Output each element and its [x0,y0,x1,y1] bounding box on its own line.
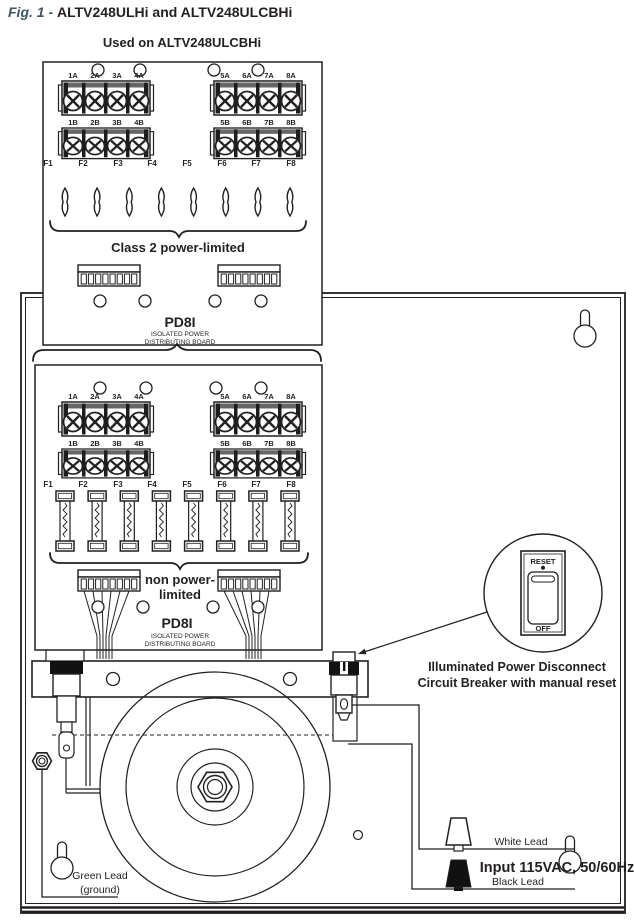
terminal-label: 1B [68,439,78,448]
board-subtitle-1: ISOLATED POWER [150,633,210,640]
fuse-label: F3 [113,480,123,489]
terminal-block-a-left [59,402,154,436]
terminal-label: 3B [112,439,122,448]
terminal-block-b-right [211,449,306,478]
terminal-label: 8A [286,392,296,401]
output-connector-right [218,265,280,286]
terminal-label: 6B [242,439,252,448]
terminal-label: 2A [90,392,100,401]
terminal-block-b-left [59,128,154,159]
breaker-caption-1: Illuminated Power Disconnect [428,660,606,674]
chassis-hole [354,831,363,840]
terminal-label: 4B [134,439,144,448]
black-wire-nut [446,860,471,891]
terminal-label: 7B [264,439,274,448]
terminal-label: 5B [220,118,230,127]
terminal-label: 3A [112,71,122,80]
fuse-label: F3 [113,159,123,168]
fuse-label: F2 [78,159,88,168]
fuse-label: F6 [217,159,227,168]
green-lead-label: Green Lead [72,870,128,882]
terminal-label: 8B [286,118,296,127]
off-label: OFF [535,624,551,633]
terminal-label: 5B [220,439,230,448]
figure-header [8,4,292,50]
output-connector-left [78,265,140,286]
pd8i-board-bottom [35,365,322,659]
terminal-label: 2B [90,118,100,127]
board-subtitle-1: ISOLATED POWER [150,331,210,338]
transformer-center-nut [198,772,232,801]
terminal-label: 8B [286,439,296,448]
ground-stud [33,753,52,769]
board-name: PD8I [161,615,193,631]
figure-subtitle: Used on ALTV248ULCBHi [102,35,262,50]
terminal-block-b-right [211,128,306,159]
fuse-label: F4 [147,159,157,168]
terminal-label: 1B [68,118,78,127]
terminal-label: 2A [90,71,100,80]
fuse-label: F1 [43,480,53,489]
indicator-dot [541,566,545,570]
fuse-label: F4 [147,480,157,489]
reset-label: RESET [530,557,556,566]
terminal-label: 6A [242,71,252,80]
terminal-label: 2B [90,439,100,448]
output-connector-right [218,570,280,591]
pd8i-board-top [43,62,322,346]
green-lead-label-2: (ground) [80,884,120,896]
fuse-label: F8 [286,480,296,489]
terminal-label: 7A [264,71,274,80]
toroidal-transformer [100,672,330,902]
terminal-block-b-left [59,449,154,478]
nonpower-label-2: limited [159,587,201,602]
figure-number: Fig. 1 - [8,4,54,20]
fuse-label: F2 [78,480,88,489]
fuse-label: F8 [286,159,296,168]
input-voltage-label: Input 115VAC, 50/60Hz [479,860,634,876]
terminal-label: 5A [220,71,230,80]
fuse-label: F5 [182,480,192,489]
terminal-label: 5A [220,392,230,401]
terminal-label: 8A [286,71,296,80]
terminal-label: 1A [68,392,78,401]
terminal-label: 3B [112,118,122,127]
terminal-label: 6A [242,392,252,401]
terminal-label: 1A [68,71,78,80]
terminal-label: 7A [264,392,274,401]
white-lead-label: White Lead [494,836,548,848]
terminal-label: 4B [134,118,144,127]
terminal-label: 4A [134,71,144,80]
breaker-caption-2: Circuit Breaker with manual reset [417,676,617,690]
terminal-block-a-right [211,402,306,436]
reset-switch [521,551,565,635]
terminal-label: 6B [242,118,252,127]
terminal-block-a-left [59,81,154,115]
terminal-block-a-right [211,81,306,115]
fuse-label: F7 [251,480,261,489]
fuse-label: F5 [182,159,192,168]
fuse-label: F6 [217,480,227,489]
board-subtitle-2: DISTRIBUTING BOARD [144,339,216,346]
black-lead-label: Black Lead [492,876,544,888]
terminal-label: 4A [134,392,144,401]
class2-label: Class 2 power-limited [111,240,245,255]
nonpower-label-1: non power- [144,572,216,587]
board-name: PD8I [164,314,196,330]
fuse-label: F7 [251,159,261,168]
terminal-label: 3A [112,392,122,401]
board-subtitle-2: DISTRIBUTING BOARD [144,641,216,648]
fuse-label: F1 [43,159,53,168]
figure-title: ALTV248ULHi and ALTV248ULCBHi [57,4,293,20]
terminal-label: 7B [264,118,274,127]
output-connector-left [78,570,140,591]
